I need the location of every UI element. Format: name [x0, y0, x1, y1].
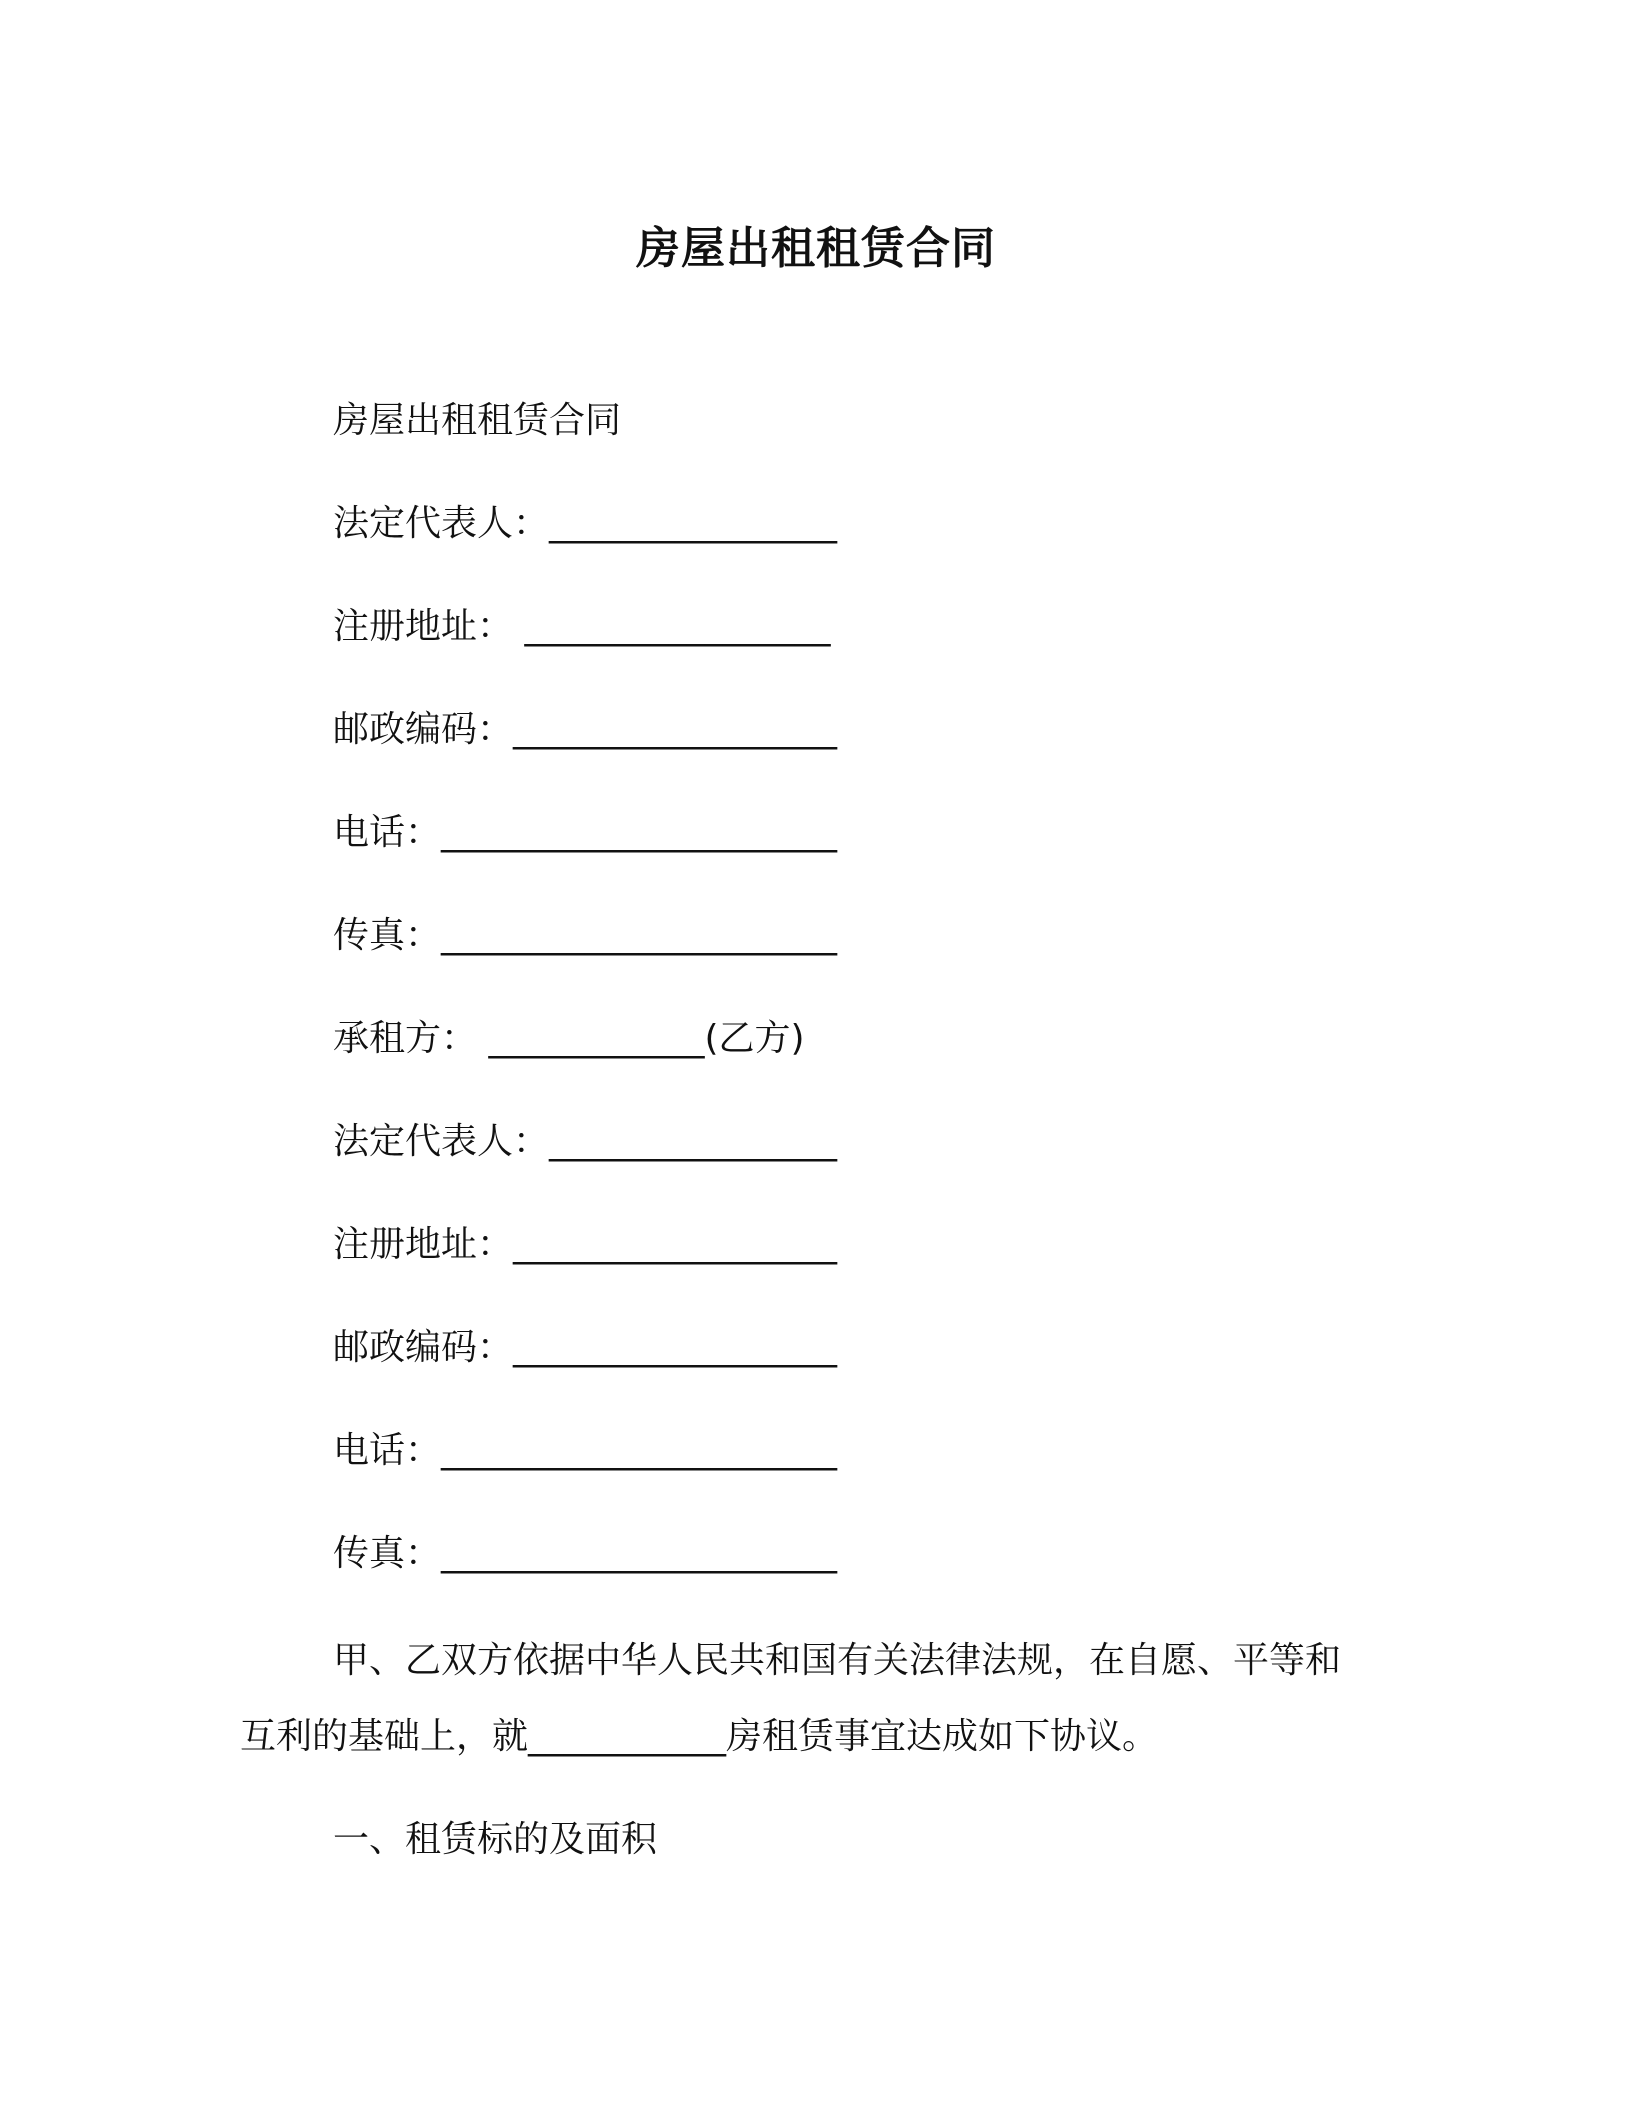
agreement-line-1: 甲、乙双方依据中华人民共和国有关法律法规，在自愿、平等和 — [333, 1640, 1342, 1681]
lessor-legal-rep-field: 法定代表人：________________ — [333, 503, 838, 544]
lessee-legal-rep-field: 法定代表人：________________ — [333, 1121, 838, 1162]
lessee-party-line: 承租方： ____________(乙方) — [333, 1018, 805, 1059]
lessee-postal-code-field: 邮政编码：__________________ — [333, 1327, 838, 1368]
agreement-line-2: 互利的基础上，就___________房租赁事宜达成如下协议。 — [240, 1716, 1159, 1757]
section-1-heading: 一、租赁标的及面积 — [333, 1819, 658, 1860]
lessee-reg-address-field: 注册地址：__________________ — [333, 1224, 838, 1265]
document-subtitle: 房屋出租租赁合同 — [333, 400, 622, 441]
lessor-fax-field: 传真：______________________ — [333, 915, 838, 956]
lessee-fax-field: 传真：______________________ — [333, 1533, 838, 1574]
lessor-phone-field: 电话：______________________ — [333, 812, 838, 853]
lessee-phone-field: 电话：______________________ — [333, 1430, 838, 1471]
lessor-reg-address-field: 注册地址： _________________ — [333, 606, 831, 647]
agreement-paragraph — [240, 1637, 1380, 1761]
lessor-postal-code-field: 邮政编码：__________________ — [333, 709, 838, 750]
document-title: 房屋出租租赁合同 — [636, 223, 996, 274]
